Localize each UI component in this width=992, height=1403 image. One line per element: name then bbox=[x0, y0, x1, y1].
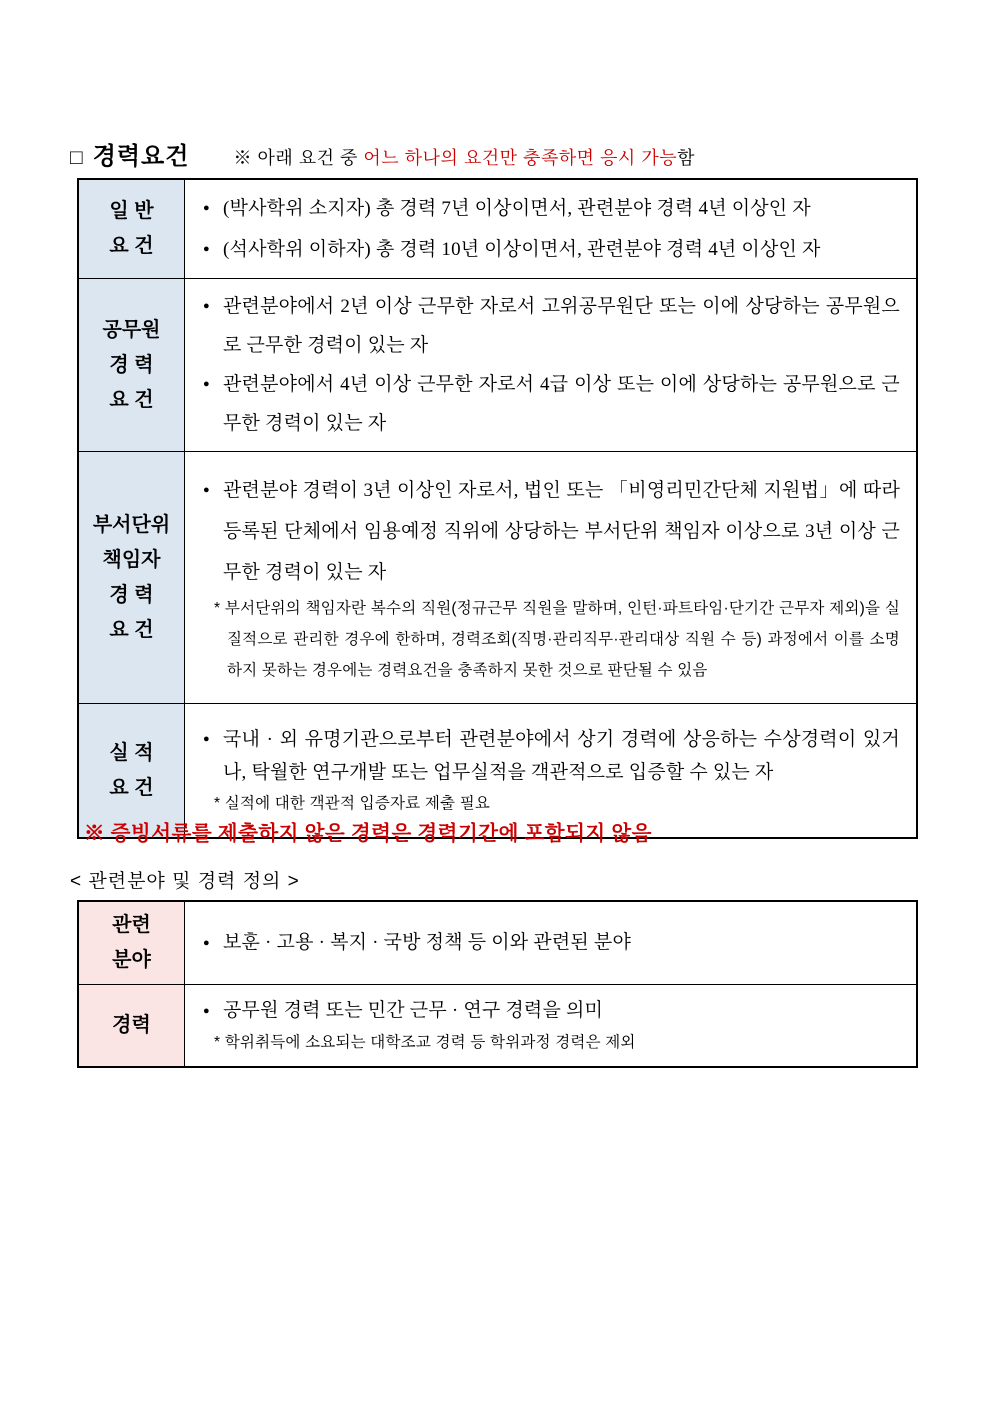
list-item bbox=[197, 723, 900, 789]
row-header-cell bbox=[79, 985, 185, 1066]
bullet-icon: ● bbox=[203, 378, 210, 390]
row-header-cell bbox=[79, 902, 185, 984]
row-header-cell bbox=[79, 452, 185, 703]
row-header-line: 경 력 bbox=[109, 583, 154, 606]
bullet-icon: ● bbox=[203, 202, 210, 214]
bullet-icon: ● bbox=[203, 243, 210, 255]
definitions-section-title: < 관련분야 및 경력 정의 > bbox=[70, 871, 300, 892]
notice-prefix: ※ 아래 요건 중 bbox=[233, 148, 364, 168]
row-header-line: 일 반 bbox=[109, 200, 154, 222]
row-header-line: 경력 bbox=[112, 1014, 151, 1036]
row-header-line: 실 적 bbox=[109, 741, 154, 764]
row-content-cell bbox=[185, 279, 916, 451]
bullet-text: 공무원 경력 또는 민간 근무 · 연구 경력을 의미 bbox=[223, 999, 604, 1021]
footnote: * 실적에 대한 객관적 입증자료 제출 필요 bbox=[214, 794, 491, 812]
section-heading-row bbox=[70, 136, 930, 171]
row-header-line: 요 건 bbox=[109, 618, 154, 641]
list-item bbox=[197, 994, 900, 1028]
bullet-icon: ● bbox=[203, 483, 210, 496]
table-row-career-definition bbox=[79, 984, 916, 1066]
row-header-line: 경 력 bbox=[109, 353, 154, 376]
eligibility-notice bbox=[233, 144, 695, 170]
square-bullet-icon: □ bbox=[70, 146, 83, 169]
row-header-cell bbox=[79, 180, 185, 278]
footnote: * 부서단위의 책임자란 복수의 직원(정규근무 직원을 말하며, 인턴·파트타임·단기간 근무자 제외)을 실질적으로 관리한 경우에 한하며, 경력조회(직명·관리직무·관리대상 직원 수 등) 과정에서 이를 소명하지 못하는 경우에는 경력요건을 충족하지 못한 것으로 판단될 수 있음 bbox=[214, 599, 900, 679]
footnote: * 학위취득에 소요되는 대학조교 경력 등 학위과정 경력은 제외 bbox=[214, 1033, 636, 1051]
bullet-icon: ● bbox=[203, 1004, 210, 1017]
row-header-line: 책임자 bbox=[102, 548, 161, 571]
row-content-cell bbox=[185, 985, 916, 1066]
bullet-icon: ● bbox=[203, 300, 210, 312]
table-row-civil-servant bbox=[79, 278, 916, 451]
list-item bbox=[197, 188, 900, 229]
bullet-icon: ● bbox=[203, 937, 210, 949]
bullet-text: (박사학위 소지자) 총 경력 7년 이상이면서, 관련분야 경력 4년 이상인 자 bbox=[223, 198, 811, 219]
table-row-dept-manager bbox=[79, 451, 916, 703]
bullet-text: 국내 · 외 유명기관으로부터 관련분야에서 상기 경력에 상응하는 수상경력이 있거나, 탁월한 연구개발 또는 업무실적을 객관적으로 입증할 수 있는 자 bbox=[223, 728, 900, 783]
row-header-line: 요 건 bbox=[109, 388, 154, 411]
bullet-list bbox=[197, 287, 900, 443]
table-row-general bbox=[79, 180, 916, 278]
row-content-cell bbox=[185, 452, 916, 703]
table-row-related-field bbox=[79, 902, 916, 984]
bullet-list bbox=[197, 723, 900, 789]
row-header-line: 관련 bbox=[112, 914, 151, 936]
notice-suffix: 함 bbox=[677, 148, 695, 168]
row-header-line: 공무원 bbox=[102, 318, 161, 341]
career-requirements-table bbox=[77, 178, 918, 839]
bullet-list bbox=[197, 925, 900, 961]
row-content-cell bbox=[185, 180, 916, 278]
evidence-warning-text: ※ 증빙서류를 제출하지 않은 경력은 경력기간에 포함되지 않음 bbox=[84, 823, 652, 845]
row-header-cell bbox=[79, 279, 185, 451]
notice-highlight: 어느 하나의 요건만 충족하면 응시 가능 bbox=[363, 148, 678, 168]
bullet-text: 관련분야에서 2년 이상 근무한 자로서 고위공무원단 또는 이에 상당하는 공무원으로 근무한 경력이 있는 자 bbox=[223, 296, 900, 356]
page-title: 경력요건 bbox=[92, 143, 190, 170]
bullet-text: 관련분야에서 4년 이상 근무한 자로서 4급 이상 또는 이에 상당하는 공무원으로 근무한 경력이 있는 자 bbox=[223, 374, 900, 434]
row-header-line: 분야 bbox=[112, 949, 151, 971]
row-header-line: 부서단위 bbox=[92, 513, 171, 536]
definitions-table bbox=[77, 900, 918, 1068]
bullet-list bbox=[197, 470, 900, 593]
bullet-text: (석사학위 이하자) 총 경력 10년 이상이면서, 관련분야 경력 4년 이상인 자 bbox=[223, 239, 821, 260]
row-header-line: 요 건 bbox=[109, 235, 154, 257]
bullet-icon: ● bbox=[203, 732, 210, 745]
list-item bbox=[197, 925, 900, 961]
list-item bbox=[197, 470, 900, 593]
bullet-text: 보훈 · 고용 · 복지 · 국방 정책 등 이와 관련된 분야 bbox=[223, 932, 632, 953]
bullet-list bbox=[197, 994, 900, 1028]
list-item bbox=[197, 365, 900, 443]
list-item bbox=[197, 229, 900, 270]
bullet-text: 관련분야 경력이 3년 이상인 자로서, 법인 또는 「비영리민간단체 지원법」에 따라 등록된 단체에서 임용예정 직위에 상당하는 부서단위 책임자 이상으로 3년 이상 근무한 경력이 있는 자 bbox=[223, 479, 900, 583]
row-header-line: 요 건 bbox=[109, 776, 154, 799]
bullet-list bbox=[197, 188, 900, 270]
row-content-cell bbox=[185, 902, 916, 984]
list-item bbox=[197, 287, 900, 365]
